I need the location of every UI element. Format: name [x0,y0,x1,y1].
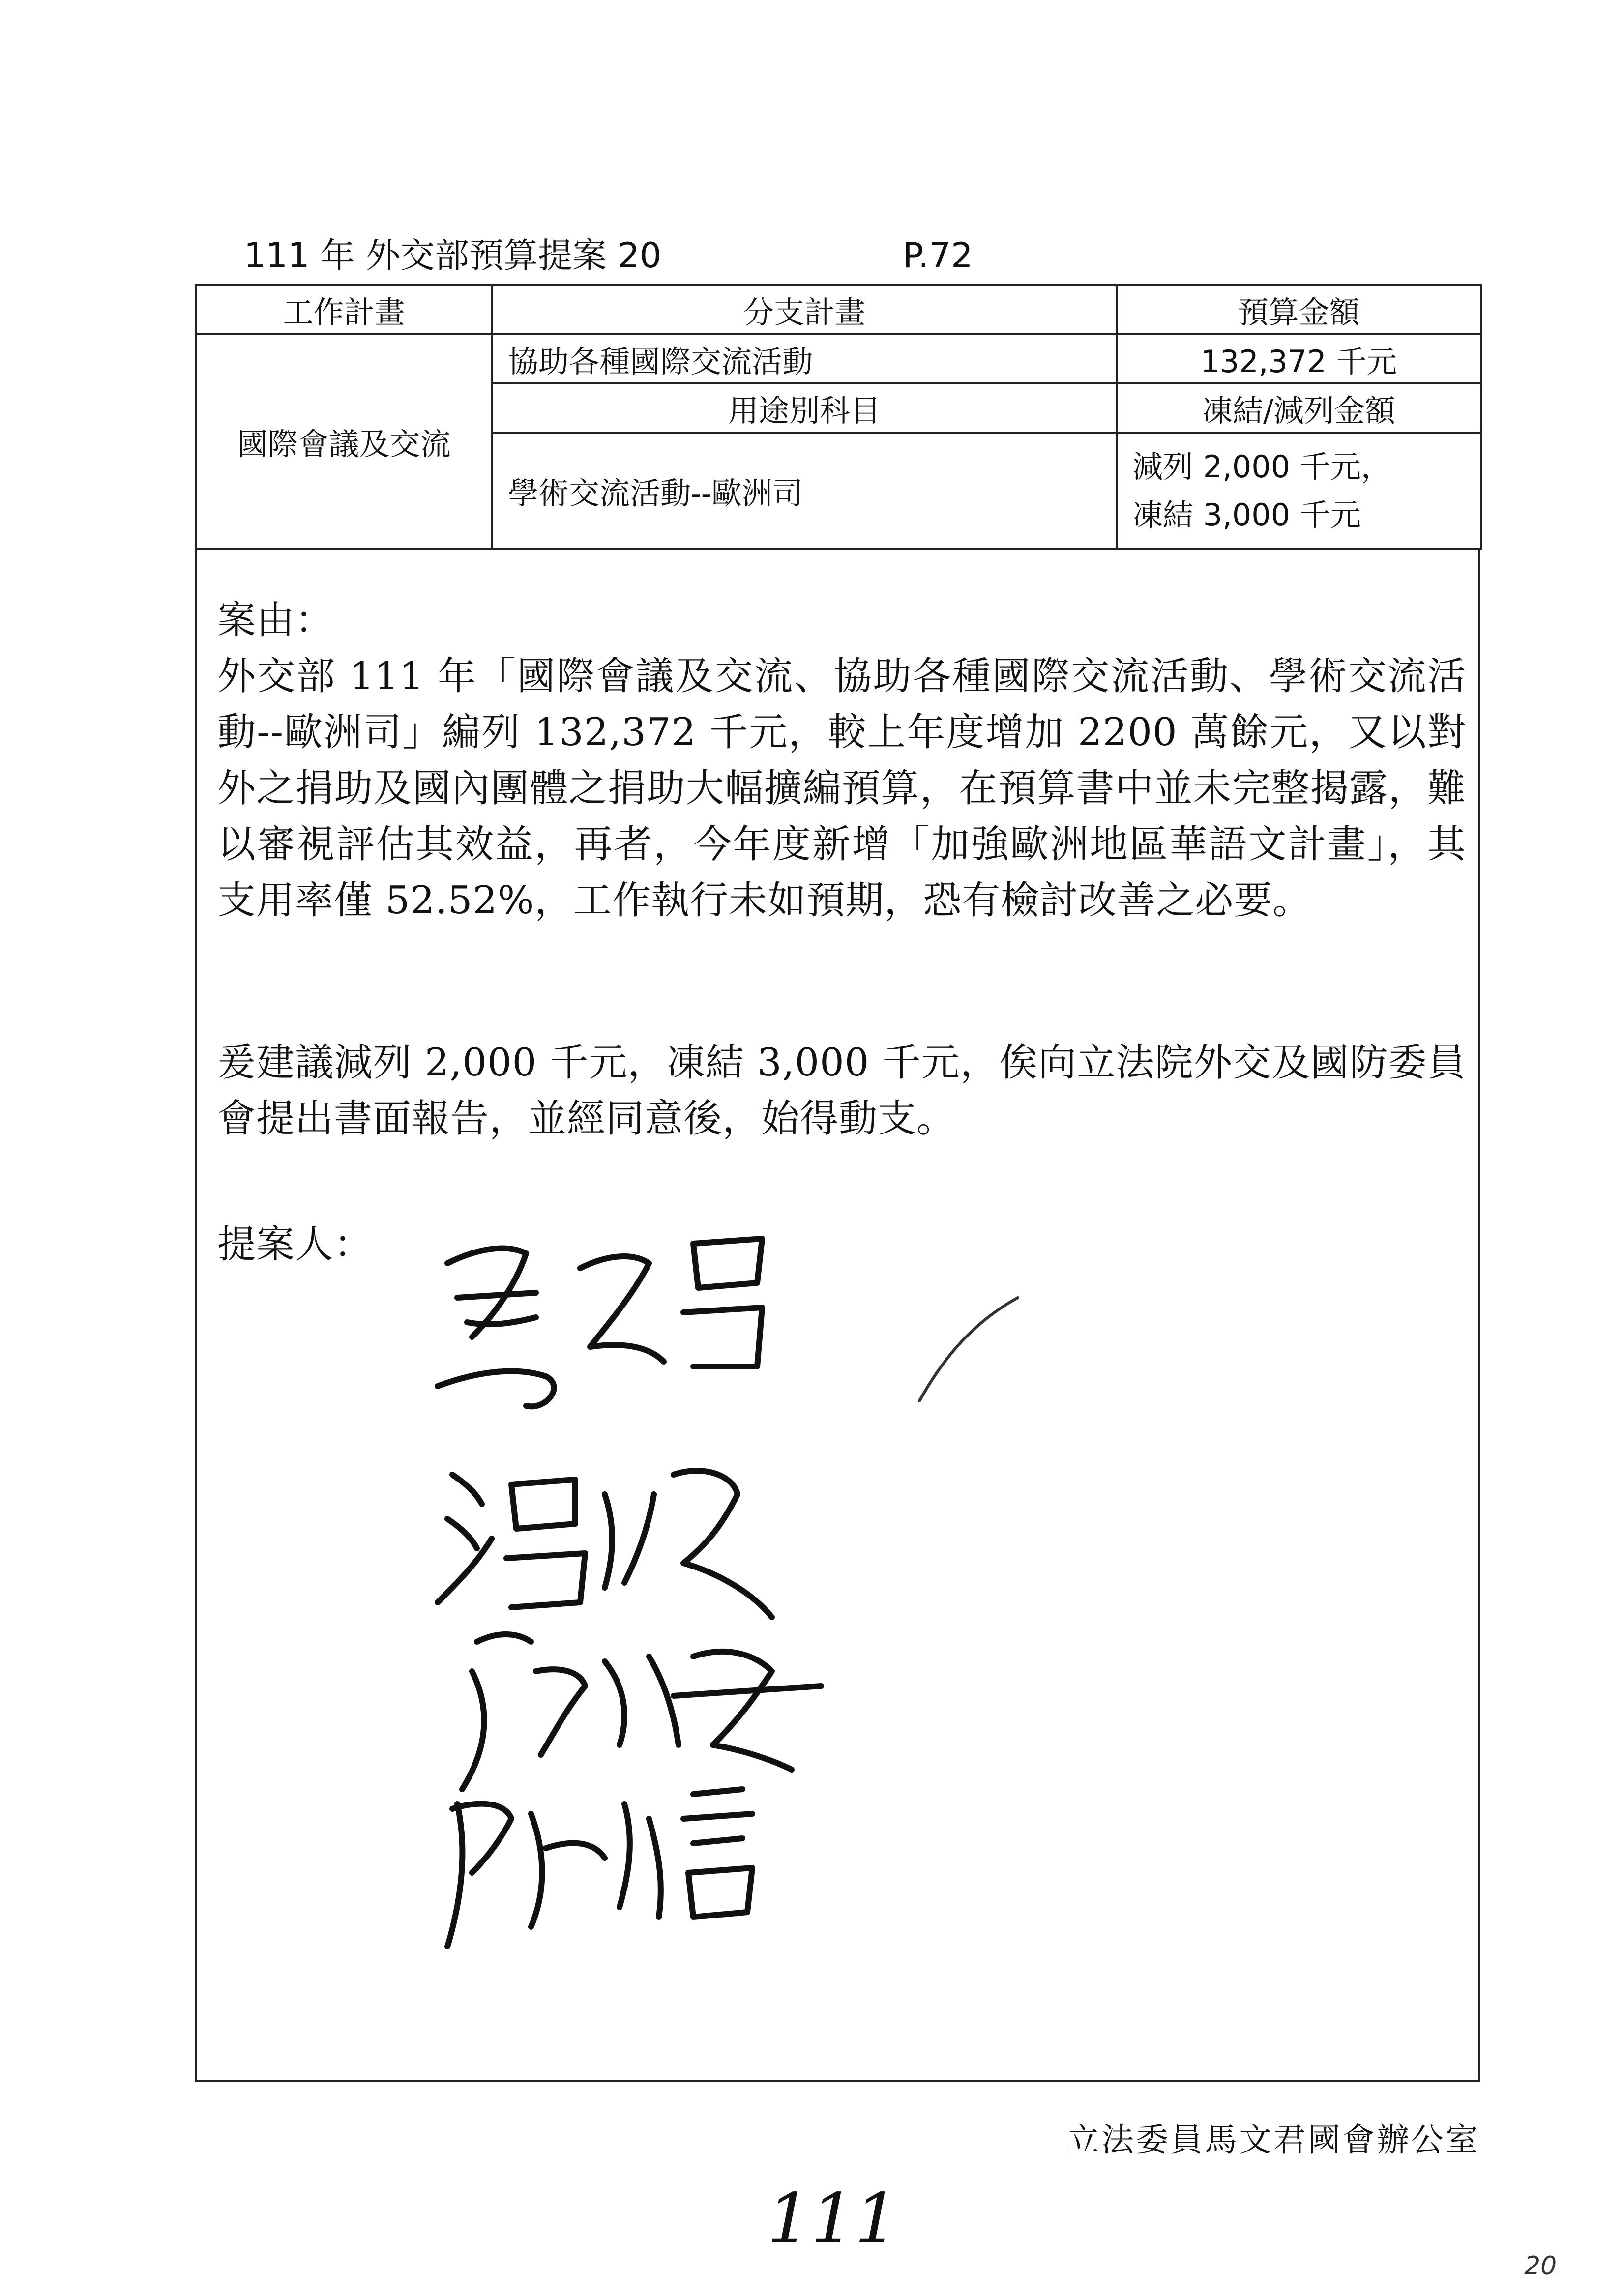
header-work-plan: 工作計畫 [196,285,492,334]
document-header [244,231,1031,280]
signature-3 [462,1634,821,1789]
header-budget-amount: 預算金額 [1117,285,1481,334]
reduction-line: 減列 2,000 千元， [1132,448,1391,485]
table-row [196,334,1481,383]
header-branch-plan: 分支計畫 [492,285,1117,334]
budget-table [195,284,1482,550]
proposer-label: 提案人： [217,1222,373,1267]
branch-plan-cell: 協助各種國際交流活動 [492,334,1117,383]
page-reference: P.72 [903,235,973,276]
handwritten-page-number: 111 [767,2179,899,2259]
corner-mark: 20 [1524,2251,1557,2281]
signature-2 [438,1471,772,1617]
stray-pen-stroke [910,1288,1033,1416]
signature-1 [438,1239,762,1406]
work-plan-cell: 國際會議及交流 [196,334,492,549]
office-footer: 立法委員馬文君國會辦公室 [1067,2121,1480,2159]
suggestion-text: 爰建議減列 2,000 千元，凍結 3,000 千元，俟向立法院外交及國防委員會提出書面報告，並經同意後，始得動支。 [217,1041,1466,1141]
budget-amount-cell: 132,372 千元 [1117,334,1481,383]
signature-4 [447,1789,752,1947]
subject-cell: 學術交流活動--歐洲司 [492,433,1117,549]
table-header-row [196,285,1481,334]
proposal-title: 111 年 外交部預算提案 20 [244,235,662,276]
reason-text: 外交部 111 年「國際會議及交流、協助各種國際交流活動、學術交流活動--歐洲司」編列 132,372 千元，較上年度增加 2200 萬餘元，又以對外之捐助及國內團體之捐助大幅擴編預算，在預算書中並未完整揭露，難以審視評估其效益，再者，今年度新增「加強歐洲地區華語文計畫」，其支用率僅 52.52%，工作執行未如預期，恐有檢討改善之必要。 [217,654,1466,923]
subject-header-cell: 用途別科目 [492,383,1117,433]
freeze-line: 凍結 3,000 千元 [1132,496,1361,533]
reason-label: 案由： [217,598,334,642]
adjust-amount-cell [1117,433,1481,549]
freeze-header-cell: 凍結/減列金額 [1117,383,1481,433]
